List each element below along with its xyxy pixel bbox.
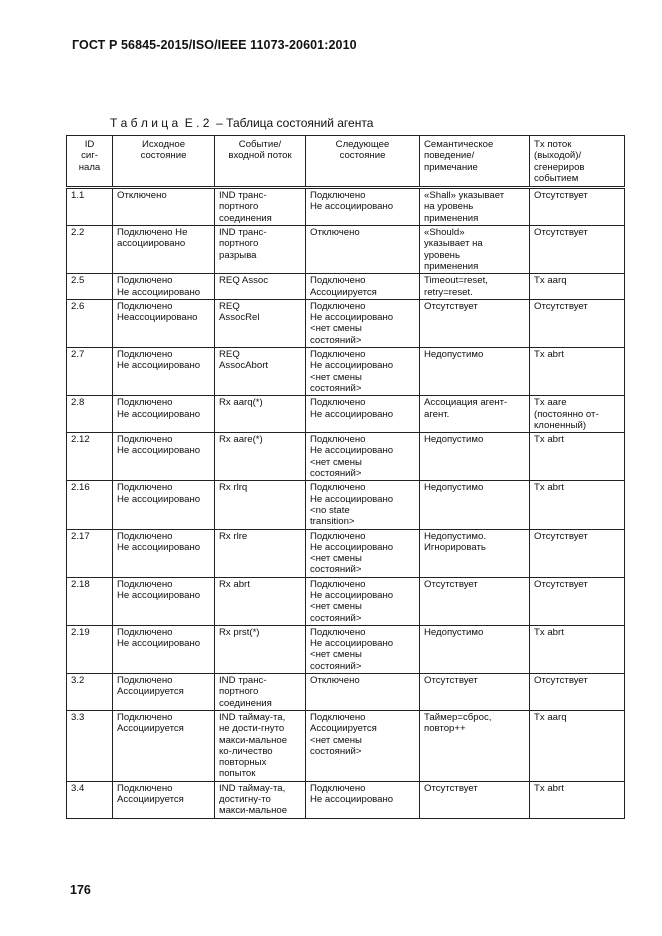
cell-next-state — [306, 529, 420, 577]
cell-initial-state-text: Подключено Не ассоциировано — [117, 530, 201, 553]
cell-next-state — [306, 226, 420, 274]
cell-initial-state — [113, 226, 215, 274]
column-header-initial-state: Исходное состояние — [113, 136, 215, 188]
cell-next-state — [306, 348, 420, 396]
cell-initial-state — [113, 481, 215, 529]
cell-next-state-text: Отключено — [310, 227, 360, 239]
cell-next-state-text: Подключено Ассоциируется <нет смены состояний> — [310, 711, 377, 757]
cell-initial-state-text: Подключено Не ассоциировано — [117, 434, 201, 457]
cell-next-state — [306, 396, 420, 433]
table-row — [67, 299, 625, 347]
cell-tx-stream-text: Tx abrt — [534, 782, 564, 794]
cell-signal-id-text: 3.4 — [71, 782, 85, 794]
cell-initial-state — [113, 348, 215, 396]
cell-semantic-note-text: Ассоциация агент- агент. — [424, 397, 508, 420]
cell-next-state-text: Подключено Не ассоциировано <нет смены состояний> — [310, 530, 394, 576]
page-number: 176 — [70, 883, 91, 897]
table-row — [67, 529, 625, 577]
table-row — [67, 274, 625, 300]
cell-tx-stream — [530, 625, 625, 673]
cell-initial-state-text: Подключено Не ассоциировано — [117, 349, 201, 372]
cell-tx-stream-text: Tx aarq — [534, 275, 567, 287]
cell-event-text: Rx aare(*) — [219, 434, 263, 446]
cell-initial-state — [113, 781, 215, 818]
table-row — [67, 396, 625, 433]
cell-event-text: IND транс- портного разрыва — [219, 227, 267, 261]
cell-semantic-note — [420, 529, 530, 577]
cell-initial-state — [113, 274, 215, 300]
cell-next-state — [306, 274, 420, 300]
table-header-row — [67, 136, 625, 188]
column-header-next-state: Следующее состояние — [306, 136, 420, 188]
cell-semantic-note — [420, 188, 530, 226]
cell-event — [215, 274, 306, 300]
cell-signal-id — [67, 481, 113, 529]
cell-signal-id — [67, 274, 113, 300]
cell-tx-stream-text: Tx abrt — [534, 626, 564, 638]
cell-event-text: IND таймау-та, не дости-гнуто макси-мальное ко-личество повторных попыток — [219, 711, 288, 780]
cell-semantic-note — [420, 274, 530, 300]
cell-tx-stream — [530, 674, 625, 711]
cell-initial-state-text: Подключено Не ассоциировано — [117, 275, 201, 298]
cell-initial-state-text: Подключено Не ассоциировано — [117, 397, 201, 420]
cell-initial-state-text: Подключено Не ассоциировано — [117, 626, 201, 650]
cell-tx-stream — [530, 481, 625, 529]
cell-tx-stream-text: Отсутствует — [534, 530, 588, 542]
cell-tx-stream — [530, 577, 625, 625]
table-row — [67, 781, 625, 818]
cell-signal-id — [67, 577, 113, 625]
cell-initial-state — [113, 299, 215, 347]
cell-signal-id-text: 2.8 — [71, 397, 85, 409]
cell-event-text: Rx rlre — [219, 530, 248, 542]
cell-signal-id-text: 2.12 — [71, 434, 90, 446]
table-row — [67, 348, 625, 396]
cell-signal-id-text: 2.17 — [71, 530, 90, 542]
cell-signal-id — [67, 396, 113, 433]
cell-semantic-note-text: «Should» указывает на уровень применения — [424, 227, 483, 272]
column-header-semantic-note: Семантическое поведение/ примечание — [420, 136, 530, 188]
cell-event — [215, 577, 306, 625]
cell-tx-stream-text: Tx aare (постоянно от- клоненный) — [534, 397, 599, 431]
cell-signal-id-text: 2.2 — [71, 227, 85, 239]
cell-semantic-note — [420, 299, 530, 347]
cell-tx-stream — [530, 274, 625, 300]
cell-event — [215, 481, 306, 529]
table-title: Т а б л и ц а Е . 2 – Таблица состояний агента — [110, 116, 374, 130]
column-header-id: ID сиг- нала — [67, 136, 113, 188]
cell-tx-stream-text: Отсутствует — [534, 227, 588, 239]
cell-event-text: Rx aarq(*) — [219, 397, 263, 409]
table-body — [67, 188, 625, 818]
cell-next-state-text: Подключено Ассоциируется — [310, 275, 377, 298]
cell-event-text: REQ AssocRel — [219, 300, 260, 324]
cell-event — [215, 188, 306, 226]
cell-event — [215, 674, 306, 711]
cell-initial-state — [113, 710, 215, 781]
cell-semantic-note — [420, 781, 530, 818]
cell-tx-stream-text: Отсутствует — [534, 300, 588, 312]
cell-event-text: IND транс- портного соединения — [219, 190, 272, 224]
cell-semantic-note — [420, 226, 530, 274]
cell-signal-id-text: 2.5 — [71, 275, 85, 287]
cell-tx-stream — [530, 348, 625, 396]
cell-semantic-note — [420, 348, 530, 396]
cell-initial-state — [113, 396, 215, 433]
cell-semantic-note-text: Недопустимо — [424, 349, 484, 361]
cell-signal-id-text: 3.2 — [71, 675, 85, 687]
cell-semantic-note — [420, 396, 530, 433]
cell-semantic-note — [420, 433, 530, 481]
cell-tx-stream — [530, 299, 625, 347]
cell-signal-id — [67, 433, 113, 481]
cell-initial-state — [113, 188, 215, 226]
cell-semantic-note — [420, 481, 530, 529]
cell-semantic-note-text: Отсутствует — [424, 300, 478, 312]
cell-tx-stream-text: Tx abrt — [534, 482, 564, 494]
cell-event-text: REQ AssocAbort — [219, 349, 269, 372]
cell-event-text: Rx rlrq — [219, 482, 248, 494]
cell-tx-stream-text: Tx abrt — [534, 434, 564, 446]
cell-initial-state-text: Подключено Не ассоциировано — [117, 482, 201, 505]
cell-next-state-text: Подключено Не ассоциировано — [310, 190, 394, 213]
cell-event — [215, 226, 306, 274]
cell-next-state — [306, 299, 420, 347]
cell-event — [215, 348, 306, 396]
cell-event — [215, 529, 306, 577]
cell-signal-id — [67, 710, 113, 781]
cell-semantic-note — [420, 674, 530, 711]
table-row — [67, 188, 625, 226]
table-row — [67, 577, 625, 625]
cell-next-state-text: Подключено Не ассоциировано <нет смены состояний> — [310, 349, 394, 394]
cell-initial-state — [113, 529, 215, 577]
cell-signal-id-text: 3.3 — [71, 711, 85, 723]
cell-semantic-note-text: Timeout=reset, retry=reset. — [424, 275, 488, 298]
table-row — [67, 674, 625, 711]
cell-next-state-text: Подключено Не ассоциировано <нет смены состояний> — [310, 300, 394, 346]
cell-event — [215, 433, 306, 481]
cell-tx-stream-text: Tx abrt — [534, 349, 564, 361]
agent-state-table — [66, 135, 625, 819]
cell-signal-id-text: 2.19 — [71, 626, 90, 638]
cell-next-state — [306, 481, 420, 529]
cell-initial-state — [113, 577, 215, 625]
cell-tx-stream-text: Tx aarq — [534, 711, 567, 723]
cell-signal-id — [67, 781, 113, 818]
cell-initial-state-text: Отключено — [117, 190, 167, 202]
column-header-tx-stream: Tx поток (выходой)/ сгенериров событием — [530, 136, 625, 188]
cell-tx-stream — [530, 226, 625, 274]
cell-semantic-note-text: Недопустимо — [424, 434, 484, 446]
table-row — [67, 625, 625, 673]
cell-initial-state-text: Подключено Ассоциируется — [117, 711, 184, 735]
cell-initial-state — [113, 433, 215, 481]
cell-next-state-text: Подключено Не ассоциировано <нет смены состояний> — [310, 626, 394, 672]
cell-tx-stream-text: Отсутствует — [534, 675, 588, 687]
cell-tx-stream — [530, 781, 625, 818]
cell-event-text: IND транс- портного соединения — [219, 675, 272, 709]
cell-next-state — [306, 188, 420, 226]
document-header: ГОСТ Р 56845-2015/ISO/IEEE 11073-20601:2010 — [72, 38, 357, 52]
cell-event — [215, 396, 306, 433]
cell-next-state-text: Подключено Не ассоциировано <нет смены состояний> — [310, 434, 394, 480]
cell-tx-stream — [530, 433, 625, 481]
cell-next-state — [306, 433, 420, 481]
cell-semantic-note-text: Недопустимо — [424, 626, 484, 638]
cell-tx-stream — [530, 529, 625, 577]
cell-tx-stream — [530, 396, 625, 433]
cell-signal-id-text: 1.1 — [71, 190, 85, 202]
cell-semantic-note-text: Отсутствует — [424, 675, 478, 687]
cell-signal-id-text: 2.16 — [71, 482, 90, 494]
cell-next-state-text: Подключено Не ассоциировано <no state transition> — [310, 482, 394, 528]
cell-semantic-note-text: Недопустимо — [424, 482, 484, 494]
cell-next-state-text: Подключено Не ассоциировано — [310, 397, 394, 420]
cell-signal-id — [67, 299, 113, 347]
cell-tx-stream — [530, 710, 625, 781]
cell-next-state — [306, 625, 420, 673]
cell-event — [215, 299, 306, 347]
cell-semantic-note-text: Отсутствует — [424, 578, 478, 590]
cell-semantic-note — [420, 710, 530, 781]
cell-tx-stream-text: Отсутствует — [534, 190, 588, 202]
table-row — [67, 481, 625, 529]
cell-event — [215, 710, 306, 781]
cell-semantic-note — [420, 577, 530, 625]
cell-signal-id-text: 2.6 — [71, 300, 85, 312]
cell-signal-id — [67, 188, 113, 226]
cell-semantic-note-text: Отсутствует — [424, 782, 478, 794]
table-row — [67, 710, 625, 781]
cell-signal-id — [67, 625, 113, 673]
cell-signal-id — [67, 226, 113, 274]
cell-next-state — [306, 577, 420, 625]
cell-signal-id-text: 2.7 — [71, 349, 85, 361]
cell-signal-id — [67, 348, 113, 396]
cell-next-state-text: Подключено Не ассоциировано <нет смены состояний> — [310, 578, 394, 624]
column-header-event: Событие/ входной поток — [215, 136, 306, 188]
cell-event — [215, 781, 306, 818]
cell-initial-state-text: Подключено Ассоциируется — [117, 782, 184, 806]
cell-semantic-note — [420, 625, 530, 673]
cell-initial-state-text: Подключено Не ассоциировано — [117, 227, 188, 250]
cell-event-text: Rx prst(*) — [219, 626, 260, 638]
cell-tx-stream — [530, 188, 625, 226]
cell-next-state — [306, 710, 420, 781]
cell-initial-state-text: Подключено Неассоциировано — [117, 300, 198, 324]
cell-next-state-text: Подключено Не ассоциировано — [310, 782, 394, 806]
cell-event-text: Rx abrt — [219, 578, 250, 590]
cell-tx-stream-text: Отсутствует — [534, 578, 588, 590]
cell-event-text: IND таймау-та, достигну-то макси-мальное — [219, 782, 288, 817]
cell-initial-state-text: Подключено Ассоциируется — [117, 675, 184, 698]
cell-semantic-note-text: Недопустимо. Игнорировать — [424, 530, 487, 553]
cell-signal-id-text: 2.18 — [71, 578, 90, 590]
table-row — [67, 226, 625, 274]
cell-semantic-note-text: «Shall» указывает на уровень применения — [424, 190, 505, 224]
table-row — [67, 433, 625, 481]
cell-next-state — [306, 781, 420, 818]
cell-initial-state — [113, 625, 215, 673]
cell-next-state — [306, 674, 420, 711]
cell-initial-state — [113, 674, 215, 711]
cell-signal-id — [67, 529, 113, 577]
cell-event-text: REQ Assoc — [219, 275, 269, 287]
cell-next-state-text: Отключено — [310, 675, 360, 687]
cell-signal-id — [67, 674, 113, 711]
cell-event — [215, 625, 306, 673]
cell-semantic-note-text: Таймер=сброс, повтор++ — [424, 711, 492, 735]
cell-initial-state-text: Подключено Не ассоциировано — [117, 578, 201, 601]
